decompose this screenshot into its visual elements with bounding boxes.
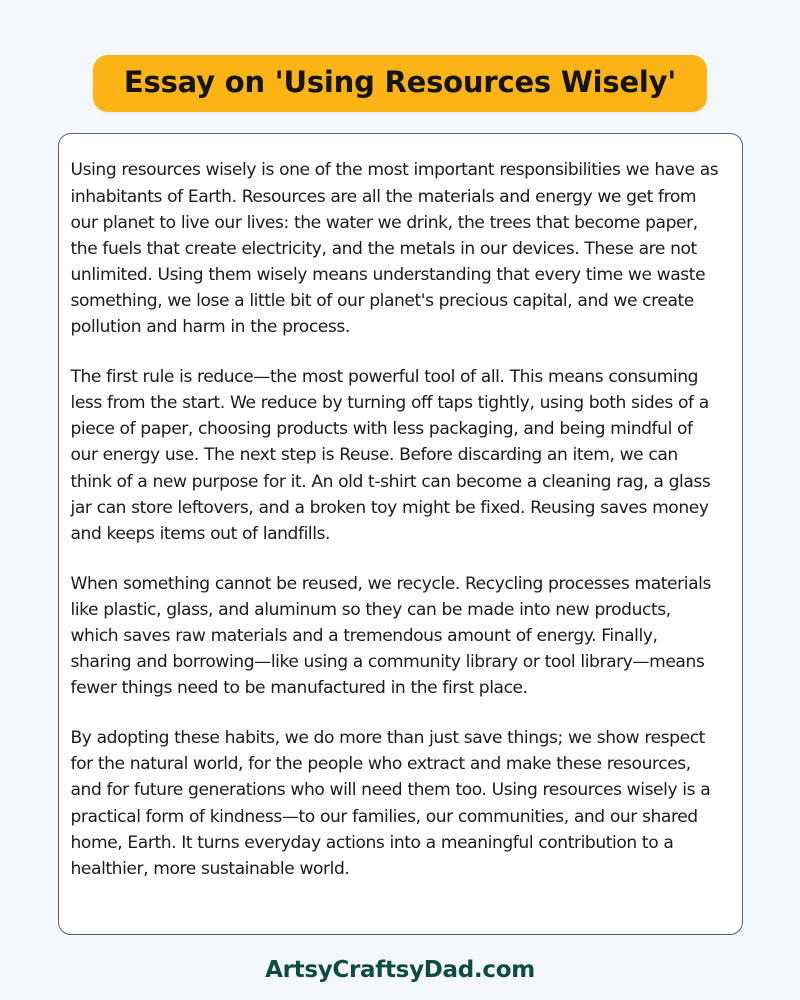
footer bbox=[0, 957, 800, 983]
essay-card bbox=[58, 133, 743, 935]
essay-paragraph-1: Using resources wisely is one of the most important responsibilities we have as inhabitants of Earth. Resources are all the materials and energy we get from our planet to live our lives: the water we drink, the trees that become paper, the fuels that create electricity, and the metals in our devices. These are not unlimited. Using them wisely means understanding that every time we waste something, we lose a little bit of our planet's precious capital, and we create pollution and harm in the process. bbox=[70, 160, 719, 338]
site-brand: ArtsyCraftsyDad.com bbox=[265, 957, 535, 983]
title-banner bbox=[93, 55, 707, 112]
essay-body bbox=[71, 157, 720, 881]
essay-paragraph-4: By adopting these habits, we do more than just save things; we show respect for the natural world, for the people who extract and make these resources, and for future generations who will need them too. Using resources wisely is a practical form of kindness—to our families, our communities, and our shared home, Earth. It turns everyday actions into a meaningful contribution to a healthier, more sustainable world. bbox=[70, 728, 711, 879]
essay-paragraph-2: The first rule is reduce—the most powerful tool of all. This means consuming less from the start. We reduce by turning off taps tightly, using both sides of a piece of paper, choosing products with less packaging, and being mindful of our energy use. The next step is Reuse. Before discarding an item, we can think of a new purpose for it. An old t-shirt can become a cleaning rag, a glass jar can store leftovers, and a broken toy might be fixed. Reusing saves money and keeps items out of landfills. bbox=[70, 367, 711, 544]
essay-paragraph-3: When something cannot be reused, we recycle. Recycling processes materials like plastic, glass, and aluminum so they can be made into new products, which saves raw materials and a tremendous amount of energy. Finally, sharing and borrowing—like using a community library or tool library—means fewer things need to be manufactured in the first place. bbox=[70, 573, 711, 699]
page-title: Essay on 'Using Resources Wisely' bbox=[123, 65, 677, 99]
